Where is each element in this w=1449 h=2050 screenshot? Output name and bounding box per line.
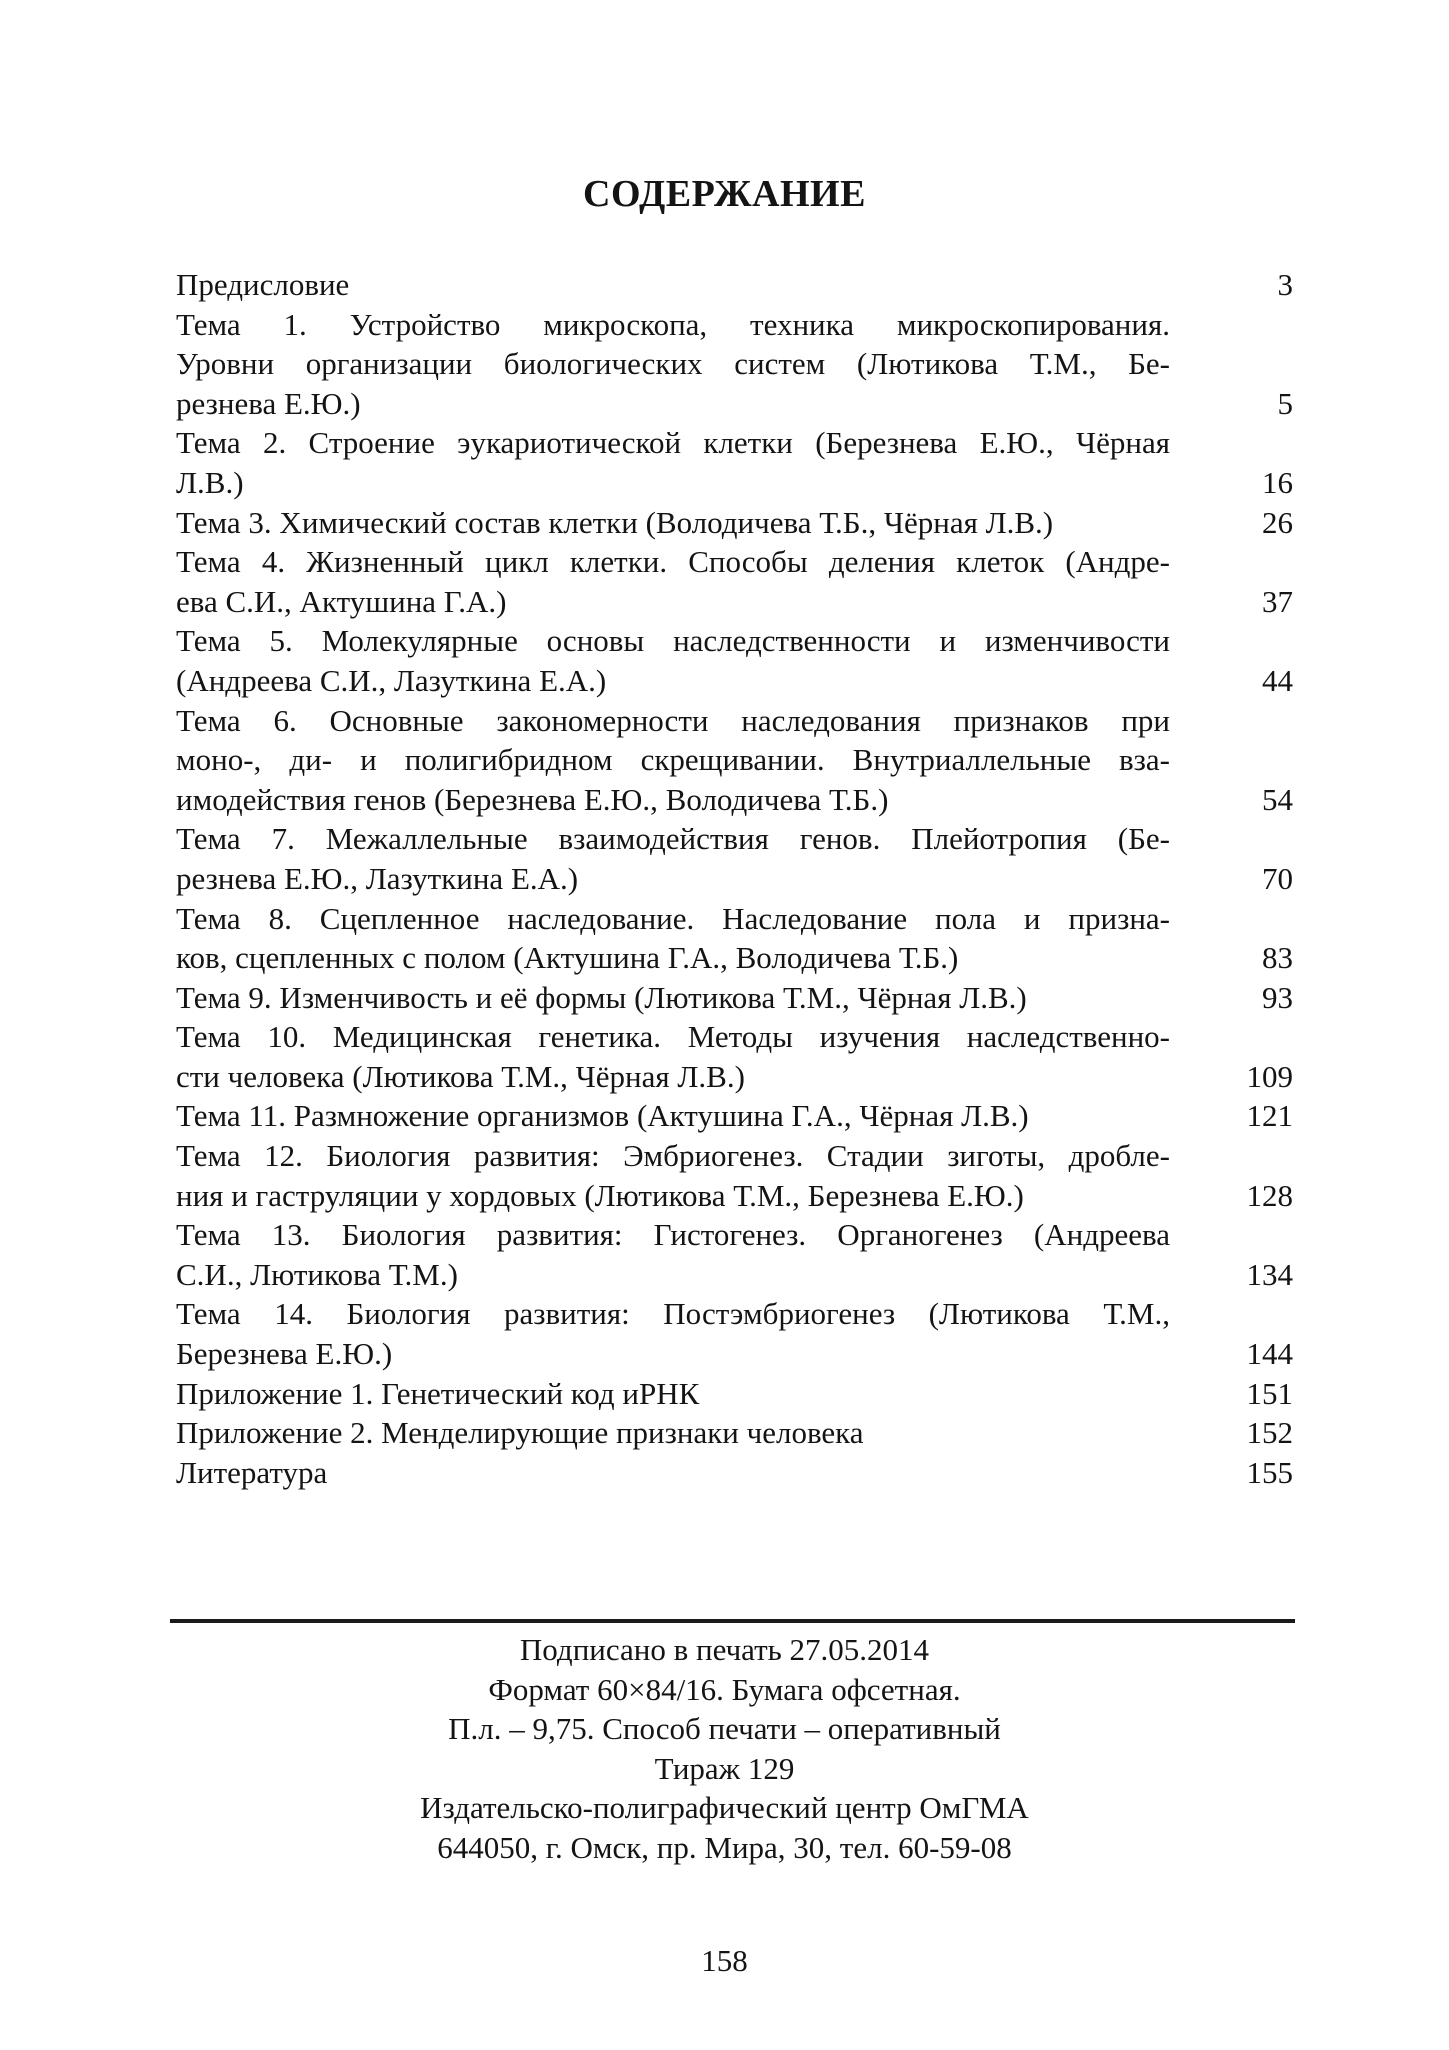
toc-entry-line: Тема 3. Химический состав клетки (Володичева Т.Б., Чёрная Л.В.) (176, 504, 1054, 540)
toc-entry-line: Тема 13. Биология развития: Гистогенез. Органогенез (Андреева (176, 1217, 1170, 1253)
toc-entry-page: 151 (1246, 1375, 1293, 1411)
toc-entry (176, 1215, 1293, 1294)
toc-entry-line: (Андреева С.И., Лазуткина Е.А.) (176, 662, 607, 698)
toc-entry (176, 1017, 1293, 1096)
toc-entry-line: Тема 6. Основные закономерности наследования признаков при (176, 702, 1170, 738)
toc-entry-line: Тема 8. Сцепленное наследование. Наследование пола и призна- (176, 900, 1170, 936)
toc-entry-title (176, 978, 1170, 1018)
toc-entry (176, 701, 1293, 820)
toc-entry-page: 83 (1262, 940, 1293, 976)
toc-entry-line: Литература (176, 1454, 328, 1490)
toc-entry-line: С.И., Лютикова Т.М.) (176, 1256, 458, 1292)
table-of-contents (176, 265, 1293, 1492)
toc-entry (176, 899, 1293, 978)
toc-entry-title (176, 1136, 1170, 1215)
toc-entry-page: 144 (1246, 1336, 1293, 1372)
toc-entry-line: Тема 7. Межаллельные взаимодействия генов. Плейотропия (Бе- (176, 821, 1170, 857)
toc-entry-page: 109 (1246, 1058, 1293, 1094)
toc-entry-line: ния и гаструляции у хордовых (Лютикова Т.М., Березнева Е.Ю.) (176, 1177, 1024, 1213)
toc-entry (176, 542, 1293, 621)
toc-entry-title (176, 423, 1170, 502)
toc-entry-line: Приложение 2. Менделирующие признаки человека (176, 1415, 864, 1451)
toc-entry-line: Березнева Е.Ю.) (176, 1336, 393, 1372)
toc-entry-line: Тема 4. Жизненный цикл клетки. Способы деления клеток (Андре- (176, 544, 1170, 580)
toc-entry-line: Тема 9. Изменчивость и её формы (Лютикова Т.М., Чёрная Л.В.) (176, 979, 1027, 1015)
toc-entry-page: 37 (1262, 583, 1293, 619)
toc-entry (176, 1136, 1293, 1215)
toc-entry-title (176, 265, 1170, 305)
colophon-line: Издательско-полиграфический центр ОмГМА (420, 1790, 1029, 1826)
toc-entry-page: 3 (1277, 267, 1293, 302)
toc-entry-line: резнева Е.Ю., Лазуткина Е.А.) (176, 860, 579, 896)
colophon-line: Формат 60×84/16. Бумага офсетная. (488, 1671, 961, 1707)
toc-entry-line: резнева Е.Ю.) (176, 385, 361, 421)
toc-entry (176, 1294, 1293, 1373)
toc-entry-title (176, 1294, 1170, 1373)
toc-entry (176, 1453, 1293, 1493)
colophon-line: Подписано в печать 27.05.2014 (519, 1632, 930, 1667)
toc-entry-page: 5 (1277, 385, 1293, 421)
toc-entry-line: Тема 1. Устройство микроскопа, техника микроскопирования. (176, 306, 1170, 342)
toc-entry-title (176, 305, 1170, 424)
toc-entry-title (176, 1413, 1170, 1453)
toc-entry-line: Тема 11. Размножение организмов (Актушина Г.А., Чёрная Л.В.) (176, 1098, 1029, 1134)
toc-entry-title (176, 621, 1170, 700)
toc-entry-line: Тема 12. Биология развития: Эмбриогенез. Стадии зиготы, дробле- (176, 1138, 1170, 1174)
toc-entry-line: Уровни организации биологических систем (Лютикова Т.М., Бе- (176, 346, 1170, 382)
toc-entry-page: 121 (1246, 1098, 1293, 1134)
toc-entry-page: 152 (1246, 1415, 1293, 1451)
toc-entry (176, 1096, 1293, 1136)
toc-entry-title (176, 1374, 1170, 1414)
toc-entry (176, 1413, 1293, 1453)
toc-entry (176, 305, 1293, 424)
toc-entry-title (176, 1096, 1170, 1136)
toc-entry-title (176, 542, 1170, 621)
toc-entry-page: 54 (1262, 781, 1293, 817)
toc-entry-page: 44 (1262, 662, 1293, 698)
toc-entry-line: Л.В.) (176, 464, 244, 500)
toc-entry-line: Тема 10. Медицинская генетика. Методы изучения наследственно- (176, 1019, 1170, 1055)
toc-entry-line: сти человека (Лютикова Т.М., Чёрная Л.В.) (176, 1058, 745, 1094)
toc-entry-line: Тема 2. Строение эукариотической клетки (Березнева Е.Ю., Чёрная (176, 425, 1170, 461)
toc-entry-page: 155 (1246, 1454, 1293, 1490)
toc-entry-line: Тема 5. Молекулярные основы наследственности и изменчивости (176, 623, 1170, 659)
divider-line (170, 1619, 1295, 1623)
toc-entry-line: ков, сцепленных с полом (Актушина Г.А., Володичева Т.Б.) (176, 940, 959, 976)
toc-entry (176, 819, 1293, 898)
toc-entry-title (176, 1453, 1170, 1493)
toc-entry-title (176, 819, 1170, 898)
colophon-line: 644050, г. Омск, пр. Мира, 30, тел. 60-59-08 (437, 1829, 1012, 1865)
toc-entry-page: 128 (1246, 1177, 1293, 1213)
toc-entry (176, 978, 1293, 1018)
colophon (0, 1630, 1449, 1868)
toc-entry (176, 265, 1293, 305)
toc-entry-page: 16 (1262, 464, 1293, 500)
toc-entry-title (176, 899, 1170, 978)
toc-entry-line: ева С.И., Актушина Г.А.) (176, 583, 507, 619)
colophon-line: Тираж 129 (654, 1750, 795, 1786)
toc-entry-line: Приложение 1. Генетический код иРНК (176, 1375, 700, 1411)
toc-entry-line: Тема 14. Биология развития: Постэмбриогенез (Лютикова Т.М., (176, 1296, 1170, 1332)
toc-entry (176, 621, 1293, 700)
toc-entry-page: 26 (1262, 504, 1293, 540)
toc-entry-title (176, 503, 1170, 543)
toc-entry-page: 93 (1262, 979, 1293, 1015)
toc-entry (176, 503, 1293, 543)
toc-entry-line: имодействия генов (Березнева Е.Ю., Володичева Т.Б.) (176, 781, 889, 817)
toc-entry-page: 134 (1246, 1256, 1293, 1292)
colophon-line: П.л. – 9,75. Способ печати – оперативный (448, 1711, 1001, 1747)
toc-entry (176, 423, 1293, 502)
toc-entry-title (176, 1017, 1170, 1096)
toc-entry-title (176, 1215, 1170, 1294)
toc-entry (176, 1374, 1293, 1414)
page-title: СОДЕРЖАНИЕ (583, 173, 866, 215)
page-number: 158 (701, 1943, 748, 1978)
toc-entry-title (176, 701, 1170, 820)
toc-entry-line: моно-, ди- и полигибридном скрещивании. Внутриаллельные вза- (176, 742, 1170, 778)
toc-entry-page: 70 (1262, 860, 1293, 896)
toc-entry-line: Предисловие (176, 267, 350, 302)
